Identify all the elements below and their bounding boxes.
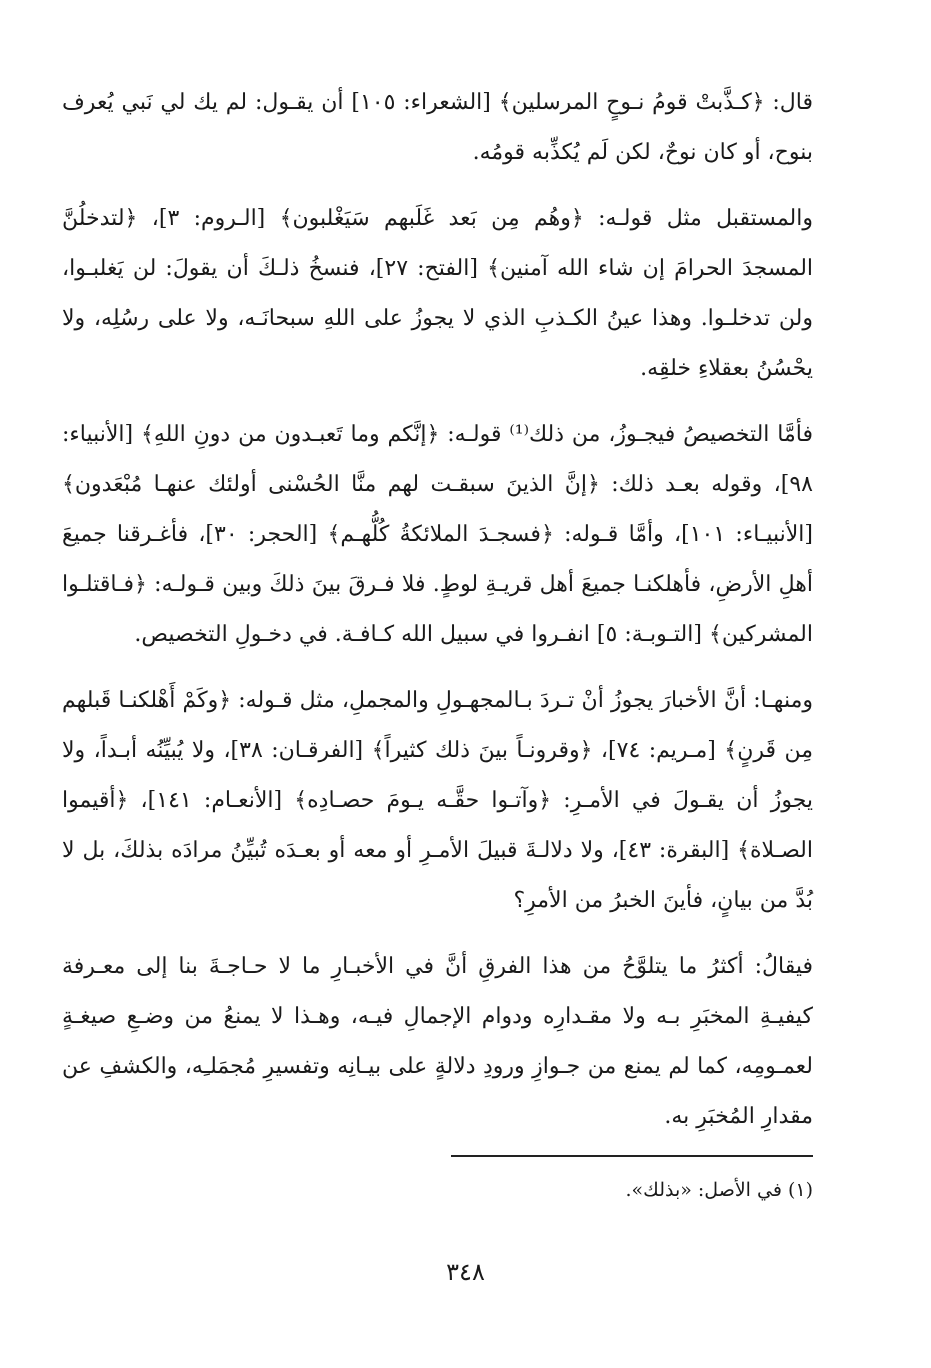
page-number: ٣٤٨ [446,1258,485,1286]
footnote-divider [451,1155,813,1157]
page-body [62,78,813,1158]
paragraph-4: ومنهـا: أنَّ الأخبارَ يجوزُ أنْ تـردَ بـالمجهـولِ والمجملِ، مثل قـوله: ﴿وكَمْ أَهْلكنـا قَبلهم مِن قَرنٍ﴾ [مـريم: ٧٤]، ﴿وقرونـاً بينَ ذلك كثيراً﴾ [الفرقـان: ٣٨]، ولا يُبيِّنُه أبـداً، ولا يجوزُ أن يقـولَ في الأمـرِ: ﴿وآتـوا حقَّـه يـومَ حصـادِه﴾ [الأنعـام: ١٤١]، ﴿أقيموا الصـلاة﴾ [البقرة: ٤٣]، ولا دلالـةَ قبيلَ الأمـرِ أو معه أو بعـدَه تُبيِّنُ مرادَه بذلكَ، بل لا بُدَّ من بيانٍ، فأينَ الخبرُ من الأمرِ؟ [62,688,814,913]
paragraph-2: والمستقبل مثل قولـه: ﴿وهُم مِن بَعد غَلَبهم سَيَغْلبون﴾ [الـروم: ٣]، ﴿لتدخلُنَّ المسجدَ الحرامَ إن شاء الله آمنين﴾ [الفتح: ٢٧]، فنسخُ ذلـكَ أن يقولَ: لن يَغلبـوا، ولن تدخلـوا. وهذا عينُ الكـذبِ الذي لا يجوزُ على اللهِ سبحانَـه، ولا على رسُلِه، ولا يحْسُنُ بعقلاءِ خلقِه. [62,206,814,381]
paragraph-5: فيقالُ: أكثرُ ما يتلوَّحُ من هذا الفرقِ أنَّ في الأخبـارِ ما لا حـاجـةَ بنا إلى معـرفة كيفيـةِ المخبَرِ بـه ولا مقـدارِه ودوام الإجمالِ فيـه، وهـذا لا يمنعُ من وضـعِ صيغـةٍ لعمـومِه، كما لم يمنع من جـوازِ ورودِ دلالةٍ على بيـانِه وتفسيرِ مُجمَلـِه، والكشفِ عن مقدارِ المُخبَرِ به. [62,954,813,1129]
paragraph-3: فأمَّا التخصيصُ فيجـوزُ، من ذلك⁽¹⁾ قولـه: ﴿إنَّكم وما تَعبـدون من دونِ اللهِ﴾ [الأنبياء: ٩٨]، وقوله بعـد ذلك: ﴿إنَّ الذينَ سبقـت لهم منَّا الحُسْنى أولئك عنهـا مُبْعَدون﴾ [الأنبيـاء: ١٠١]، وأمَّا قـوله: ﴿فسجـدَ الملائكةُ كُلُّهـم﴾ [الحجر: ٣٠]، فأغـرقنا جميعَ أهلِ الأرضِ، فأهلكنـا جميعَ أهل قريـةِ لوطٍ. فلا فـرقَ بينَ ذلكَ وبين قـولـه: ﴿فـاقتلـوا المشركين﴾ [التـوبـة: ٥] انفـروا في سبيل الله كـافـة. في دخـولِ التخصيص. [62,422,813,647]
paragraph-1: قال: ﴿كـذَّبتْ قومُ نـوحٍ المرسلين﴾ [الشعراء: ١٠٥] أن يقـول: لم يك لي نَبي يُعرف بنوح، أو كان نوحٌ، لكن لَم يُكذِّبه قومُه. [62,90,814,165]
footnote: (١) في الأصل: «بذلك». [625,1179,813,1201]
